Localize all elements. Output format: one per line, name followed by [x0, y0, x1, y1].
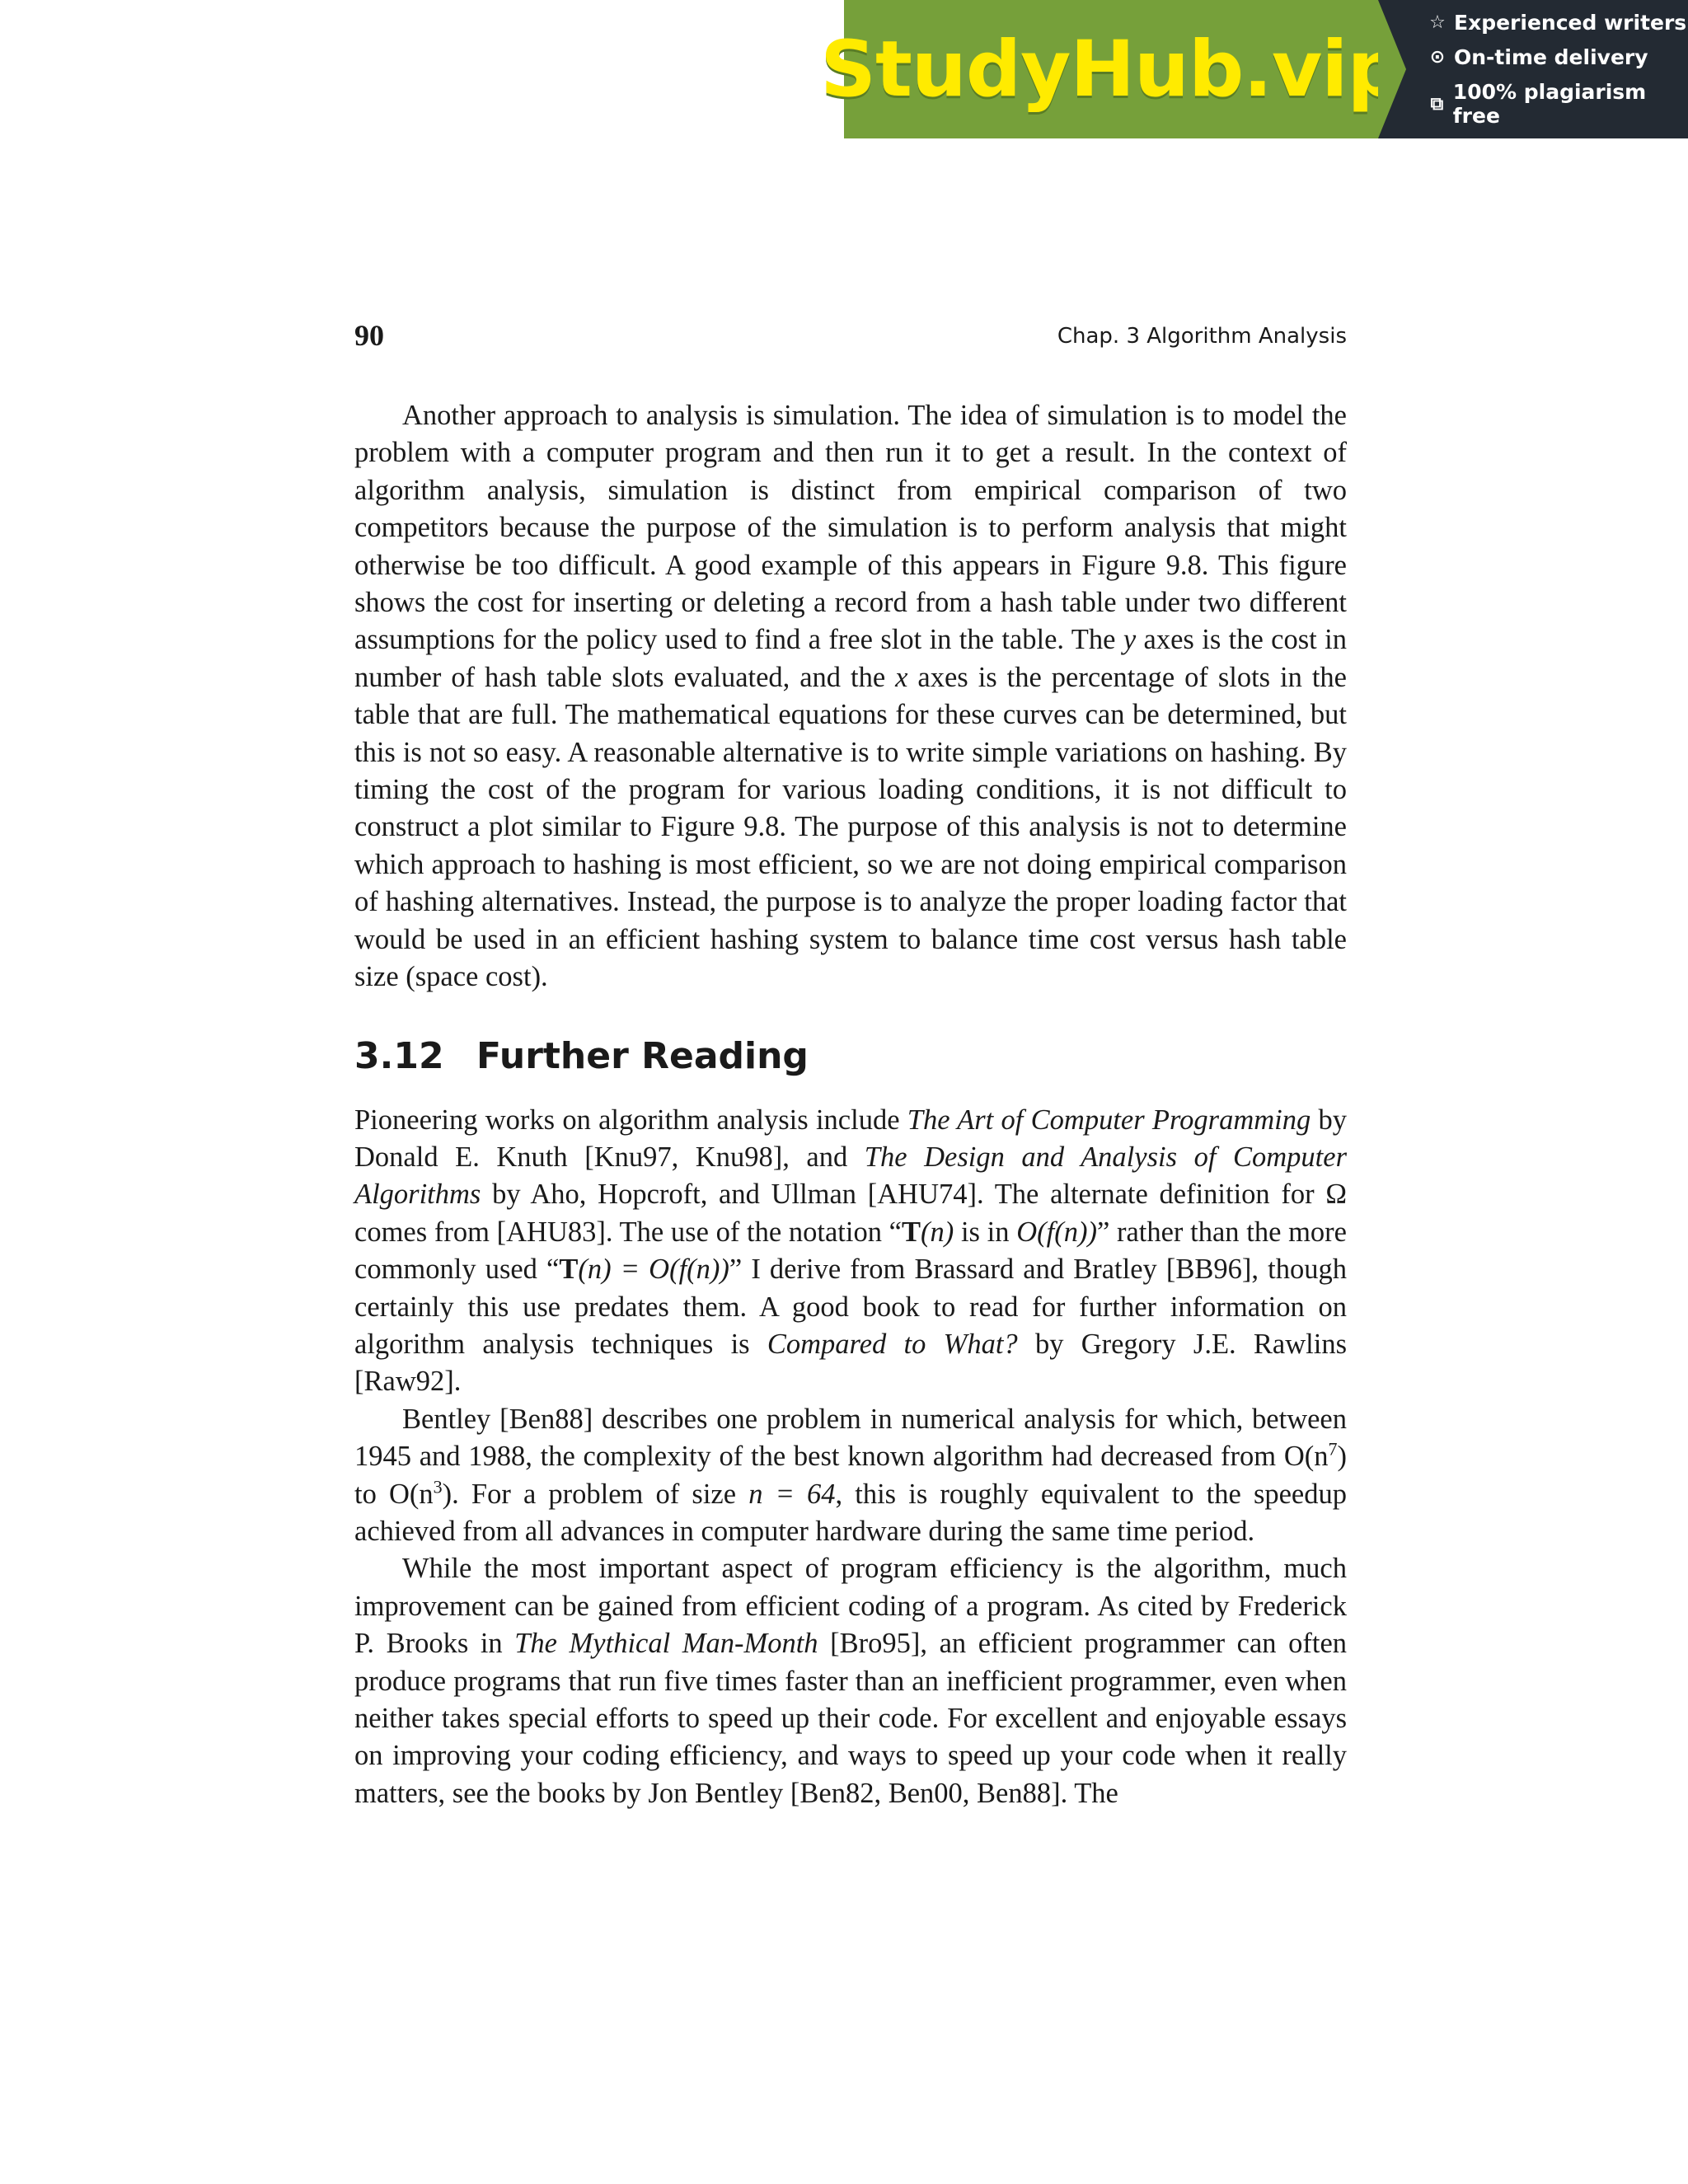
text-run: , this is roughly equivalent to the speedup achieved from all advances in computer hardware during the same time period. — [354, 1478, 1347, 1547]
clock-icon: ⊙ — [1429, 47, 1446, 68]
math-big-o: O(n — [1283, 1441, 1329, 1473]
math-T: T — [902, 1216, 921, 1248]
book-title: The Design and Analysis of Computer Algorithms — [354, 1141, 1347, 1211]
math-equation: n = 64 — [748, 1478, 836, 1510]
copy-icon: ⧉ — [1430, 93, 1444, 115]
text-run: Pioneering works on algorithm analysis include — [354, 1104, 907, 1136]
text-run: ” rather than the more commonly used “ — [354, 1216, 1347, 1286]
star-icon: ☆ — [1429, 12, 1446, 33]
math-T: T — [559, 1254, 579, 1286]
text-run: to — [354, 1478, 389, 1510]
paragraph-coding-efficiency — [354, 1550, 1347, 1812]
text-run: by Gregory J.E. Rawlins [Raw92]. — [354, 1328, 1348, 1398]
feature-list — [1378, 0, 1688, 138]
text-run: is in — [954, 1216, 1017, 1248]
math-big-o: ) — [1337, 1441, 1347, 1473]
text-run: axes is the percentage of slots in the table that are full. The mathematical equations for these curves can be determined, but this is not so easy. A reasonable alternative is to write simple variations on hashing. By timing the cost of the program for various loading conditions, it is not difficult to construct a plot similar to Figure 9.8. The purpose of this analysis is not to determine which approach to hashing is most efficient, so we are not doing empirical comparison of hashing alternatives. Instead, the purpose is to analyze the proper loading factor that would be used in an efficient hashing system to balance time cost versus hash table size (space cost). — [354, 661, 1347, 993]
brand-panel — [820, 0, 1402, 138]
math-big-o: O(n — [388, 1478, 434, 1510]
math-exponent: 3 — [433, 1476, 443, 1497]
math-big-o: O(f(n)) — [1016, 1216, 1097, 1248]
section-number: 3.12 — [354, 1034, 444, 1077]
feature-label: 100% plagiarism free — [1452, 80, 1647, 128]
text-run: ” I derive from Brassard and Bratley [BB96], though certainly this use predates them. A good book to read for further information on algorithm analysis techniques is — [354, 1254, 1347, 1360]
text-run: . For a problem of size — [452, 1478, 749, 1510]
math-n: (n) — [921, 1216, 954, 1248]
math-x: x — [895, 661, 908, 693]
feature-label: Experienced writers — [1454, 11, 1687, 35]
math-omega: Ω — [1325, 1179, 1347, 1211]
running-head: Chap. 3 Algorithm Analysis — [1057, 324, 1347, 349]
math-y: y — [1123, 624, 1137, 656]
page-number: 90 — [354, 319, 384, 352]
paragraph-pioneering-works — [354, 1102, 1347, 1401]
feature-item — [1428, 80, 1688, 128]
text-run: Another approach to analysis is simulation. The idea of simulation is to model the problem with a computer program and then run it to get a result. In the context of algorithm analysis, simulation is distinct from empirical comparison of two competitors because the purpose of the simulation is to perform analysis that might otherwise be too difficult. A good example of this appears in Figure 9.8. This figure shows the cost for inserting or deleting a record from a hash table under two different assumptions for the policy used to find a free slot in the table. The — [354, 400, 1347, 656]
text-run: While the most important aspect of program efficiency is the algorithm, much improvement can be gained from efficient coding of a program. As cited by Frederick P. Brooks in — [354, 1553, 1347, 1660]
paragraph-bentley — [354, 1401, 1347, 1551]
text-run: [Bro95], an efficient programmer can often produce programs that run five times faster than an inefficient programmer, even when neither takes special efforts to speed up their code. For excellent and enjoyable essays on improving your coding efficiency, and ways to speed up your code when it really matters, see the books by Jon Bentley [Ben82, Ben00, Ben88]. The — [354, 1628, 1348, 1809]
math-big-o: ) — [442, 1478, 452, 1510]
section-heading — [354, 1036, 1347, 1077]
book-title: Compared to What? — [767, 1328, 1018, 1360]
text-run: by Aho, Hopcroft, and Ullman [AHU74]. The alternate definition for — [481, 1179, 1326, 1211]
page-body — [354, 397, 1347, 1812]
paragraph-simulation — [354, 397, 1347, 996]
feature-item — [1428, 11, 1688, 35]
book-title: The Art of Computer Programming — [907, 1104, 1311, 1136]
book-title: The Mythical Man-Month — [514, 1628, 818, 1660]
text-run: comes from [AHU83]. The use of the notation “ — [354, 1216, 902, 1248]
feature-item — [1428, 45, 1688, 69]
text-run: Bentley [Ben88] describes one problem in numerical analysis for which, between 1945 and 1988, the complexity of the best known algorithm had decreased from — [354, 1403, 1347, 1473]
text-run: axes is the cost in number of hash table slots evaluated, and the — [354, 624, 1347, 693]
studyhub-banner[interactable] — [820, 0, 1688, 138]
math-exponent: 7 — [1328, 1438, 1338, 1460]
feature-label: On-time delivery — [1454, 45, 1648, 69]
text-run: by Donald E. Knuth [Knu97, Knu98], and — [354, 1104, 1348, 1173]
math-equation: (n) = O(f(n)) — [578, 1254, 729, 1286]
section-title: Further Reading — [476, 1034, 809, 1077]
brand-logo: StudyHub.vip — [820, 24, 1402, 115]
